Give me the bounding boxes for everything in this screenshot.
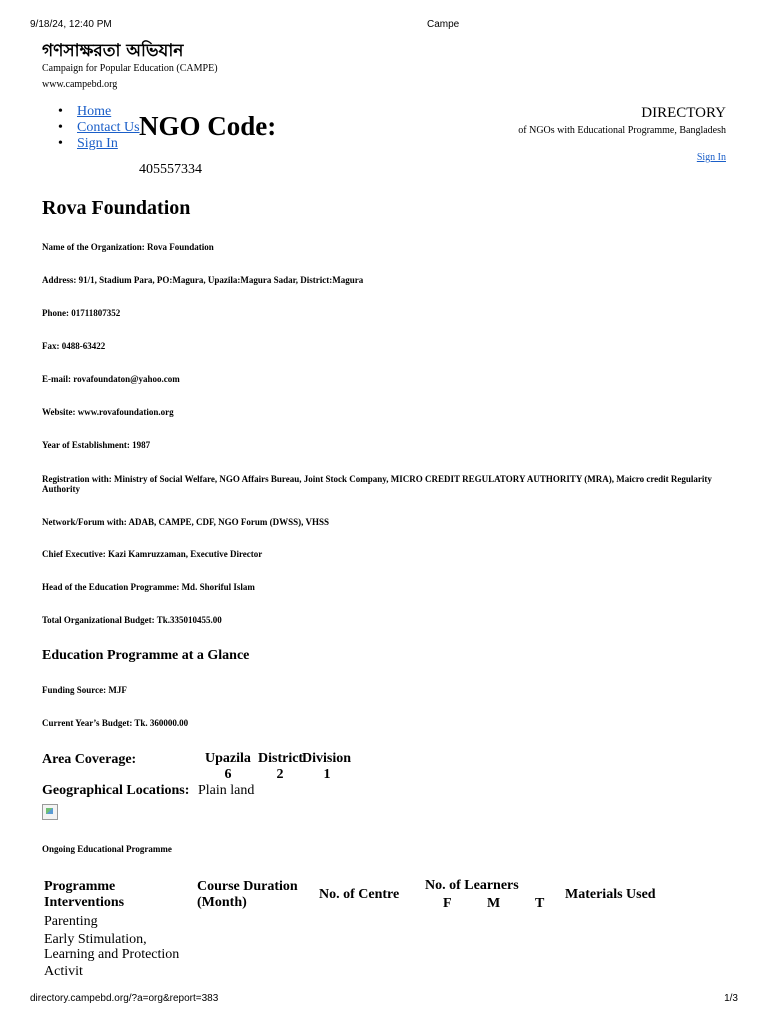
area-value-division: 1: [323, 767, 331, 782]
main-nav: [58, 104, 140, 152]
field-current-budget: Current Year’s Budget: Tk. 360000.00: [42, 718, 189, 728]
org-title: Rova Foundation: [42, 197, 191, 219]
area-header-district: District: [258, 751, 304, 766]
nav-link-contact-us[interactable]: Contact Us: [77, 120, 140, 135]
th-interventions-2: Interventions: [44, 895, 125, 910]
field-email: E-mail: rovafoundaton@yahoo.com: [42, 374, 180, 384]
table-cell-intervention-line-4: Activit: [44, 964, 83, 979]
nav-item-home: [58, 104, 140, 120]
geo-location-label: Geographical Locations:: [42, 783, 190, 798]
ongoing-programme-label: Ongoing Educational Programme: [42, 844, 172, 854]
nav-link-sign-in[interactable]: Sign In: [77, 136, 118, 151]
th-materials-used: Materials Used: [565, 887, 656, 902]
area-header-upazila: Upazila: [205, 751, 251, 766]
print-datetime: 9/18/24, 12:40 PM: [30, 19, 112, 30]
field-address: Address: 91/1, Stadium Para, PO:Magura, Upazila:Magura Sadar, District:Magura: [42, 275, 364, 285]
area-value-upazila: 6: [224, 767, 232, 782]
broken-image-icon: [42, 804, 58, 820]
th-learners-f: F: [443, 896, 452, 911]
nav-item-sign-in: [58, 136, 140, 152]
field-year-established: Year of Establishment: 1987: [42, 440, 151, 450]
ngo-code-label: NGO Code:: [139, 111, 277, 141]
th-no-of-centre: No. of Centre: [319, 887, 400, 902]
field-org-name: Name of the Organization: Rova Foundation: [42, 242, 214, 252]
field-registration: Registration with: Ministry of Social Welfare, NGO Affairs Bureau, Joint Stock Company, MICRO CREDIT REGULATORY AUTHORITY (MRA), Maicro credit Regularity Authority: [42, 474, 712, 494]
th-no-of-learners: No. of Learners: [425, 878, 519, 893]
field-funding-source: Funding Source: MJF: [42, 685, 127, 695]
area-value-district: 2: [276, 767, 284, 782]
field-total-budget: Total Organizational Budget: Tk.335010455.00: [42, 615, 222, 625]
field-phone: Phone: 01711807352: [42, 308, 121, 318]
ngo-code-value: 405557334: [139, 162, 202, 177]
table-cell-intervention-line-2: Early Stimulation,: [44, 932, 147, 947]
area-coverage-label: Area Coverage:: [42, 752, 137, 767]
field-fax: Fax: 0488-63422: [42, 341, 106, 351]
th-duration-1: Course Duration: [197, 879, 298, 894]
area-header-division: Division: [302, 751, 352, 766]
nav-item-contact: [58, 120, 140, 136]
th-learners-m: M: [487, 896, 501, 911]
field-chief-executive: Chief Executive: Kazi Kamruzzaman, Executive Director: [42, 549, 263, 559]
table-cell-intervention-line-3: Learning and Protection: [44, 947, 180, 962]
field-network: Network/Forum with: ADAB, CAMPE, CDF, NGO Forum (DWSS), VHSS: [42, 517, 330, 527]
table-cell-intervention-line-1: Parenting: [44, 914, 98, 929]
th-learners-t: T: [535, 896, 545, 911]
directory-subtitle: of NGOs with Educational Programme, Bangladesh: [518, 125, 726, 136]
th-interventions-1: Programme: [44, 879, 116, 894]
print-url: directory.campebd.org/?a=org&report=383: [30, 993, 219, 1004]
directory-title: DIRECTORY: [641, 105, 726, 121]
print-page-number: 1/3: [724, 993, 738, 1004]
logo-bangla: গণসাক্ষরতা অভিযান: [42, 41, 184, 61]
education-heading: Education Programme at a Glance: [42, 648, 250, 663]
logo-website: www.campebd.org: [42, 79, 118, 90]
th-duration-2: (Month): [197, 895, 247, 910]
print-page-title: Campe: [427, 19, 460, 30]
field-website: Website: www.rovafoundation.org: [42, 407, 174, 417]
logo-english: Campaign for Popular Education (CAMPE): [42, 63, 218, 74]
header-sign-in-link[interactable]: Sign In: [696, 152, 726, 163]
geo-location-value: Plain land: [198, 783, 255, 798]
nav-link-home[interactable]: Home: [77, 104, 112, 119]
field-head-education: Head of the Education Programme: Md. Shoriful Islam: [42, 582, 255, 592]
